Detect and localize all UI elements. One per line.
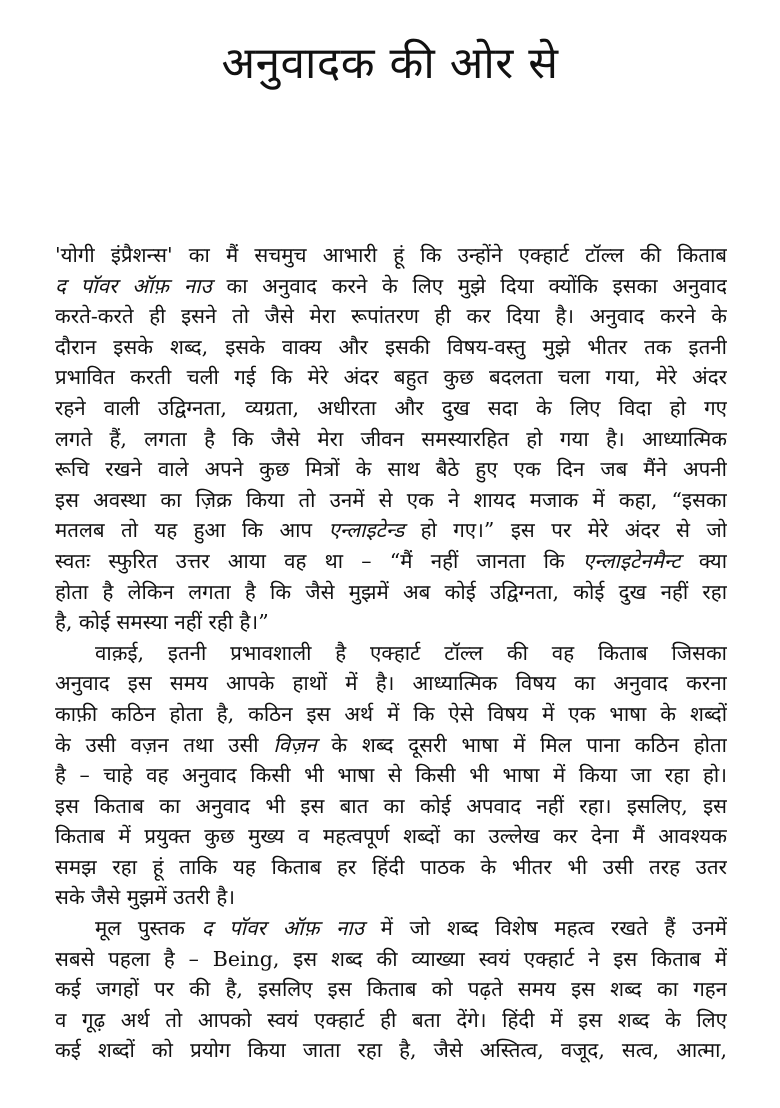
italic-phrase: द पॉवर ऑफ़ नाउ: [201, 916, 364, 941]
text-line: [55, 638, 727, 669]
text-run: होता है लेकिन लगता है कि जैसे मुझमें अब कोई उद्विग्नता, कोई दुख नहीं रहा: [55, 579, 727, 604]
italic-phrase: विज़न: [273, 732, 317, 757]
text-run: मतलब तो यह हुआ कि आप: [55, 518, 329, 543]
text-line: [55, 301, 727, 332]
text-run: के उसी वज़न तथा उसी: [55, 732, 274, 757]
text-run: कई शब्दों को प्रयोग किया जाता रहा है, जैसे अस्तित्व, वजूद, सत्व, आत्मा,: [55, 1038, 727, 1063]
text-run: मूल पुस्तक: [95, 916, 202, 941]
text-line: [55, 271, 727, 302]
text-line: [55, 882, 727, 913]
text-line: [55, 668, 727, 699]
text-run: 'योगी इंप्रैशन्स' का मैं सचमुच आभारी हूं कि उन्होंने एक्हार्ट टॉल्ल की किताब: [55, 243, 727, 267]
text-line: [55, 424, 727, 455]
text-line: [55, 393, 727, 424]
text-run: इस अवस्था का ज़िक्र किया तो उनमें से एक ने शायद मजाक में कहा, “इसका: [55, 487, 727, 512]
paragraph: [55, 913, 727, 1066]
paragraph: [55, 240, 727, 638]
text-line: [55, 821, 727, 852]
text-run: सके जैसे मुझमें उतरी है।: [55, 885, 236, 910]
text-line: [55, 607, 727, 638]
paragraph: [55, 638, 727, 913]
text-run: रहने वाली उद्विग्नता, व्यग्रता, अधीरता और दुख सदा के लिए विदा हो गए: [55, 395, 727, 420]
text-line: [55, 577, 727, 608]
text-run: कई जगहों पर की है, इसलिए इस किताब को पढ़ते समय इस शब्द का गहन: [55, 977, 727, 1002]
text-run: व गूढ़ अर्थ तो आपको स्वयं एक्हार्ट ही बता देंगे। हिंदी में इस शब्द के लिए: [55, 1007, 727, 1032]
text-line: [55, 730, 727, 761]
italic-phrase: द पॉवर ऑफ़ नाउ: [55, 273, 212, 298]
text-run: रूचि रखने वाले अपने कुछ मित्रों के साथ बैठे हुए एक दिन जब मैंने अपनी: [55, 457, 727, 482]
text-run: क्या: [680, 548, 727, 573]
text-run: के शब्द दूसरी भाषा में मिल पाना कठिन होता: [316, 732, 727, 757]
text-line: [55, 913, 727, 944]
text-line: [55, 760, 727, 791]
text-run: दौरान इसके शब्द, इसके वाक्य और इसकी विषय-वस्तु मुझे भीतर तक इतनी: [55, 334, 727, 359]
text-run: काफ़ी कठिन होता है, कठिन इस अर्थ में कि ऐसे विषय में एक भाषा के शब्दों: [55, 701, 727, 726]
text-run: है, कोई समस्या नहीं रही है।”: [55, 610, 269, 635]
text-run: करते-करते ही इसने तो जैसे मेरा रूपांतरण ही कर दिया है। अनुवाद करने के: [55, 304, 727, 329]
text-line: [55, 944, 727, 975]
text-run: में जो शब्द विशेष महत्व रखते हैं उनमें: [363, 916, 727, 941]
text-line: [55, 515, 727, 546]
text-run: प्रभावित करती चली गई कि मेरे अंदर बहुत कुछ बदलता चला गया, मेरे अंदर: [55, 365, 727, 390]
text-line: [55, 1005, 727, 1036]
text-run: सबसे पहला है – Being, इस शब्द की व्याख्या स्वयं एक्हार्ट ने इस किताब में: [55, 946, 727, 971]
text-line: [55, 240, 727, 271]
text-run: इस किताब का अनुवाद भी इस बात का कोई अपवाद नहीं रहा। इसलिए, इस: [55, 793, 727, 818]
text-run: का अनुवाद करने के लिए मुझे दिया क्योंकि इसका अनुवाद: [211, 273, 727, 298]
text-run: वाक़ई, इतनी प्रभावशाली है एक्हार्ट टॉल्ल की वह किताब जिसका: [95, 640, 727, 665]
text-line: [55, 699, 727, 730]
text-line: [55, 546, 727, 577]
text-run: अनुवाद इस समय आपके हाथों में है। आध्यात्मिक विषय का अनुवाद करना: [55, 671, 727, 696]
text-run: है – चाहे वह अनुवाद किसी भी भाषा से किसी भी भाषा में किया जा रहा हो।: [55, 763, 727, 788]
page-title: अनुवादक की ओर से: [221, 38, 559, 89]
text-line: [55, 362, 727, 393]
text-line: [55, 852, 727, 883]
text-run: स्वतः स्फुरित उत्तर आया वह था – “मैं नहीं जानता कि: [55, 548, 583, 573]
text-line: [55, 974, 727, 1005]
body-text: [55, 240, 727, 1066]
text-run: हो गए।” इस पर मेरे अंदर से जो: [404, 518, 727, 543]
text-line: [55, 332, 727, 363]
text-run: लगते हैं, लगता है कि जैसे मेरा जीवन समस्यारहित हो गया है। आध्यात्मिक: [55, 426, 727, 451]
text-line: [55, 791, 727, 822]
text-run: समझ रहा हूं ताकि यह किताब हर हिंदी पाठक के भीतर भी उसी तरह उतर: [55, 854, 727, 879]
text-run: किताब में प्रयुक्त कुछ मुख्य व महत्वपूर्ण शब्दों का उल्लेख कर देना मैं आवश्यक: [55, 824, 727, 849]
text-line: [55, 454, 727, 485]
italic-phrase: एन्लाइटेनमैन्ट: [582, 548, 681, 573]
italic-phrase: एन्लाइटेन्ड: [328, 518, 405, 543]
text-line: [55, 485, 727, 516]
text-line: [55, 1035, 727, 1066]
